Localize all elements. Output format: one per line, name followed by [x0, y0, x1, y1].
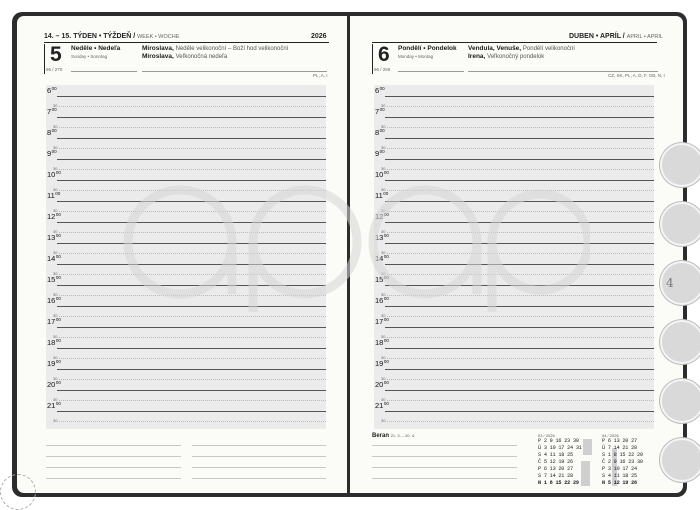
hour-line — [57, 159, 326, 160]
hour-line — [57, 411, 326, 412]
day-bar — [44, 44, 45, 74]
half-hour-label: 30 — [381, 355, 386, 360]
hour-line — [57, 222, 326, 223]
hour-label: $10^{00}$ — [375, 170, 389, 179]
hour-label: $20^{00}$ — [47, 380, 61, 389]
mini-calendar-title: 04 / 2026 — [602, 433, 619, 438]
half-hour-label: 30 — [381, 187, 386, 192]
half-hour-label: 30 — [381, 292, 386, 297]
day-name: Pondělí • Pondelok — [398, 45, 457, 52]
schedule-area[interactable] — [46, 85, 326, 429]
half-hour-label: 30 — [381, 313, 386, 318]
month-tab[interactable] — [660, 379, 700, 423]
hour-label: $12^{00}$ — [47, 212, 61, 221]
half-hour-line — [387, 253, 654, 254]
hour-line — [385, 96, 654, 97]
hour-line — [385, 159, 654, 160]
hour-label: $21^{00}$ — [375, 401, 389, 410]
half-hour-label: 30 — [53, 166, 58, 171]
hour-line — [57, 96, 326, 97]
mini-calendar-row: S 7 14 21 28 — [538, 473, 573, 479]
half-hour-label: 30 — [381, 334, 386, 339]
hour-label: $6^{00}$ — [47, 86, 57, 95]
hour-label: $17^{00}$ — [47, 317, 61, 326]
hour-line — [57, 117, 326, 118]
corner-mark — [0, 474, 36, 510]
half-hour-label: 30 — [53, 229, 58, 234]
note-line — [46, 445, 181, 446]
hour-label: $18^{00}$ — [47, 338, 61, 347]
hour-label: $18^{00}$ — [375, 338, 389, 347]
note-line — [372, 467, 517, 468]
half-hour-line — [387, 232, 654, 233]
schedule-area[interactable] — [374, 85, 654, 429]
hour-line — [57, 243, 326, 244]
hour-label: $13^{00}$ — [47, 233, 61, 242]
holiday-countries: CZ, SK, PL, A, D, F, GB, N, I — [608, 73, 665, 78]
half-hour-label: 30 — [53, 313, 58, 318]
hour-label: $14^{00}$ — [47, 254, 61, 263]
hour-label: $9^{00}$ — [375, 149, 385, 158]
month-tab[interactable] — [660, 202, 700, 246]
hour-label: $8^{00}$ — [375, 128, 385, 137]
hour-label: $19^{00}$ — [375, 359, 389, 368]
hour-label: $9^{00}$ — [47, 149, 57, 158]
month-tab[interactable] — [660, 438, 700, 482]
half-hour-line — [59, 358, 326, 359]
half-hour-line — [59, 337, 326, 338]
hour-label: $15^{00}$ — [47, 275, 61, 284]
note-line — [192, 445, 326, 446]
half-hour-label: 30 — [53, 355, 58, 360]
hour-line — [57, 285, 326, 286]
half-hour-line — [59, 253, 326, 254]
half-hour-line — [59, 295, 326, 296]
hour-label: $6^{00}$ — [375, 86, 385, 95]
hour-line — [57, 138, 326, 139]
month-header: DUBEN • APRÍL / APRIL • APRIL — [569, 33, 663, 40]
calendar-highlight — [581, 461, 590, 486]
hour-line — [57, 369, 326, 370]
half-hour-label: 30 — [53, 145, 58, 150]
mini-calendar-row: P 2 9 16 23 30 — [538, 438, 579, 444]
note-line — [192, 478, 326, 479]
half-hour-label: 30 — [381, 103, 386, 108]
half-hour-label: 30 — [381, 124, 386, 129]
half-hour-line — [59, 106, 326, 107]
mini-calendar-row: Ú 7 14 21 28 — [602, 445, 637, 451]
note-line — [46, 467, 181, 468]
half-hour-line — [59, 316, 326, 317]
half-hour-label: 30 — [53, 124, 58, 129]
half-hour-label: 30 — [381, 250, 386, 255]
name-day-cz: Vendula, Venuše, Pondělí velikonoční — [468, 45, 575, 52]
hour-label: $11^{00}$ — [47, 191, 61, 200]
half-hour-line — [387, 106, 654, 107]
half-hour-line — [387, 421, 654, 422]
half-hour-label: 30 — [53, 208, 58, 213]
hour-line — [57, 306, 326, 307]
name-day-cz: Miroslava, Neděle velikonoční – Boží hod velikonoční — [142, 45, 289, 52]
half-hour-label: 30 — [381, 271, 386, 276]
hour-label: $7^{00}$ — [47, 107, 57, 116]
half-hour-line — [387, 211, 654, 212]
zodiac: Beran 21. 3. – 20. 4. — [372, 433, 416, 439]
half-hour-line — [387, 400, 654, 401]
day-number: 6 — [378, 43, 390, 66]
hour-line — [385, 138, 654, 139]
calendar-highlight — [583, 439, 592, 455]
mini-calendar-row: P 3 10 17 24 — [602, 466, 637, 472]
hour-label: $10^{00}$ — [47, 170, 61, 179]
right-page — [350, 16, 683, 493]
hour-line — [385, 243, 654, 244]
hour-label: $17^{00}$ — [375, 317, 389, 326]
rule — [71, 71, 137, 72]
note-line — [372, 478, 517, 479]
hour-line — [57, 327, 326, 328]
half-hour-line — [59, 232, 326, 233]
note-line — [46, 478, 181, 479]
half-hour-line — [387, 190, 654, 191]
day-of-year: 95 / 270 — [46, 67, 63, 72]
half-hour-line — [59, 148, 326, 149]
hour-label: $20^{00}$ — [375, 380, 389, 389]
half-hour-label: 30 — [381, 229, 386, 234]
half-hour-line — [387, 169, 654, 170]
half-hour-label: 30 — [381, 397, 386, 402]
day-number: 5 — [50, 43, 62, 66]
mini-calendar-row: Č 2 9 16 23 30 — [602, 459, 643, 465]
half-hour-label: 30 — [53, 376, 58, 381]
half-hour-label: 30 — [53, 397, 58, 402]
day-bar — [372, 44, 373, 74]
mini-calendar-title: 03 / 2026 — [538, 433, 555, 438]
half-hour-line — [59, 379, 326, 380]
month-tab[interactable] — [660, 320, 700, 364]
hour-line — [57, 390, 326, 391]
hour-label: $8^{00}$ — [47, 128, 57, 137]
hour-label: $11^{00}$ — [375, 191, 389, 200]
half-hour-line — [387, 337, 654, 338]
mini-calendar-row: Ú 3 10 17 24 31 — [538, 445, 582, 451]
half-hour-line — [387, 358, 654, 359]
rule — [142, 71, 327, 72]
hour-line — [385, 390, 654, 391]
note-line — [192, 456, 326, 457]
note-line — [372, 445, 517, 446]
rule — [398, 71, 464, 72]
note-line — [192, 467, 326, 468]
half-hour-label: 30 — [53, 334, 58, 339]
hour-line — [57, 348, 326, 349]
mini-calendar-row: Č 5 12 19 26 — [538, 459, 573, 465]
day-of-year: 96 / 269 — [374, 67, 391, 72]
half-hour-line — [387, 274, 654, 275]
mini-calendar-row: S 4 11 18 25 — [602, 473, 637, 479]
left-page — [17, 16, 347, 493]
half-hour-line — [59, 169, 326, 170]
rule — [468, 71, 658, 72]
hour-label: $15^{00}$ — [375, 275, 389, 284]
mini-calendar-row: N 5 12 19 26 — [602, 480, 637, 486]
hour-line — [385, 306, 654, 307]
mini-calendar-row: P 6 13 20 27 — [602, 438, 637, 444]
half-hour-label: 30 — [381, 166, 386, 171]
half-hour-line — [387, 316, 654, 317]
mini-calendar-row: P 6 13 20 27 — [538, 466, 573, 472]
half-hour-label: 30 — [53, 187, 58, 192]
hour-line — [57, 264, 326, 265]
hour-line — [385, 348, 654, 349]
half-hour-label: 30 — [53, 271, 58, 276]
half-hour-label: 30 — [381, 208, 386, 213]
hour-line — [385, 369, 654, 370]
hour-line — [385, 180, 654, 181]
hour-label: $16^{00}$ — [47, 296, 61, 305]
half-hour-line — [387, 127, 654, 128]
half-hour-line — [387, 379, 654, 380]
half-hour-line — [59, 127, 326, 128]
half-hour-line — [387, 148, 654, 149]
half-hour-label: 30 — [53, 103, 58, 108]
hour-label: $14^{00}$ — [375, 254, 389, 263]
mini-calendar-row: S 1 8 15 22 29 — [602, 452, 643, 458]
half-hour-line — [59, 400, 326, 401]
hour-label: $12^{00}$ — [375, 212, 389, 221]
hour-line — [385, 264, 654, 265]
name-day-sk: Miroslava, Veľkonočná nedeľa — [142, 53, 228, 60]
month-tab-april[interactable]: 4 — [660, 261, 700, 305]
header-rule — [44, 42, 329, 43]
half-hour-line — [59, 421, 326, 422]
day-name-alt: Sunday • Sonntag — [71, 54, 108, 59]
hour-label: $19^{00}$ — [47, 359, 61, 368]
half-hour-label: 30 — [381, 376, 386, 381]
half-hour-line — [59, 274, 326, 275]
day-name: Neděle • Nedeľa — [71, 45, 121, 52]
hour-line — [385, 117, 654, 118]
half-hour-line — [387, 295, 654, 296]
hour-line — [385, 201, 654, 202]
half-hour-line — [59, 190, 326, 191]
half-hour-line — [59, 211, 326, 212]
mini-calendar-row: N 1 8 15 22 29 — [538, 480, 579, 486]
half-hour-label: 30 — [53, 292, 58, 297]
note-line — [372, 456, 517, 457]
header-rule — [372, 42, 657, 43]
hour-line — [385, 222, 654, 223]
hour-line — [385, 327, 654, 328]
day-name-alt: Monday • Montag — [398, 54, 434, 59]
name-day-sk: Irena, Veľkonočný pondelok — [468, 53, 545, 60]
half-hour-label: 30 — [53, 250, 58, 255]
hour-line — [57, 180, 326, 181]
half-hour-label: 30 — [381, 418, 386, 423]
note-line — [46, 456, 181, 457]
hour-label: $13^{00}$ — [375, 233, 389, 242]
hour-line — [57, 201, 326, 202]
half-hour-label: 30 — [381, 145, 386, 150]
hour-label: $7^{00}$ — [375, 107, 385, 116]
year-label: 2026 — [311, 33, 327, 40]
hour-line — [385, 285, 654, 286]
mini-calendar-row: S 4 11 18 25 — [538, 452, 573, 458]
half-hour-label: 30 — [53, 418, 58, 423]
week-header: 14. – 15. TÝDEN • TÝŽDEŇ / WEEK • WOCHE — [44, 33, 180, 40]
hour-label: $21^{00}$ — [47, 401, 61, 410]
hour-line — [385, 411, 654, 412]
holiday-countries: PL, A, I — [313, 73, 328, 78]
hour-label: $16^{00}$ — [375, 296, 389, 305]
month-tab[interactable] — [660, 143, 700, 187]
